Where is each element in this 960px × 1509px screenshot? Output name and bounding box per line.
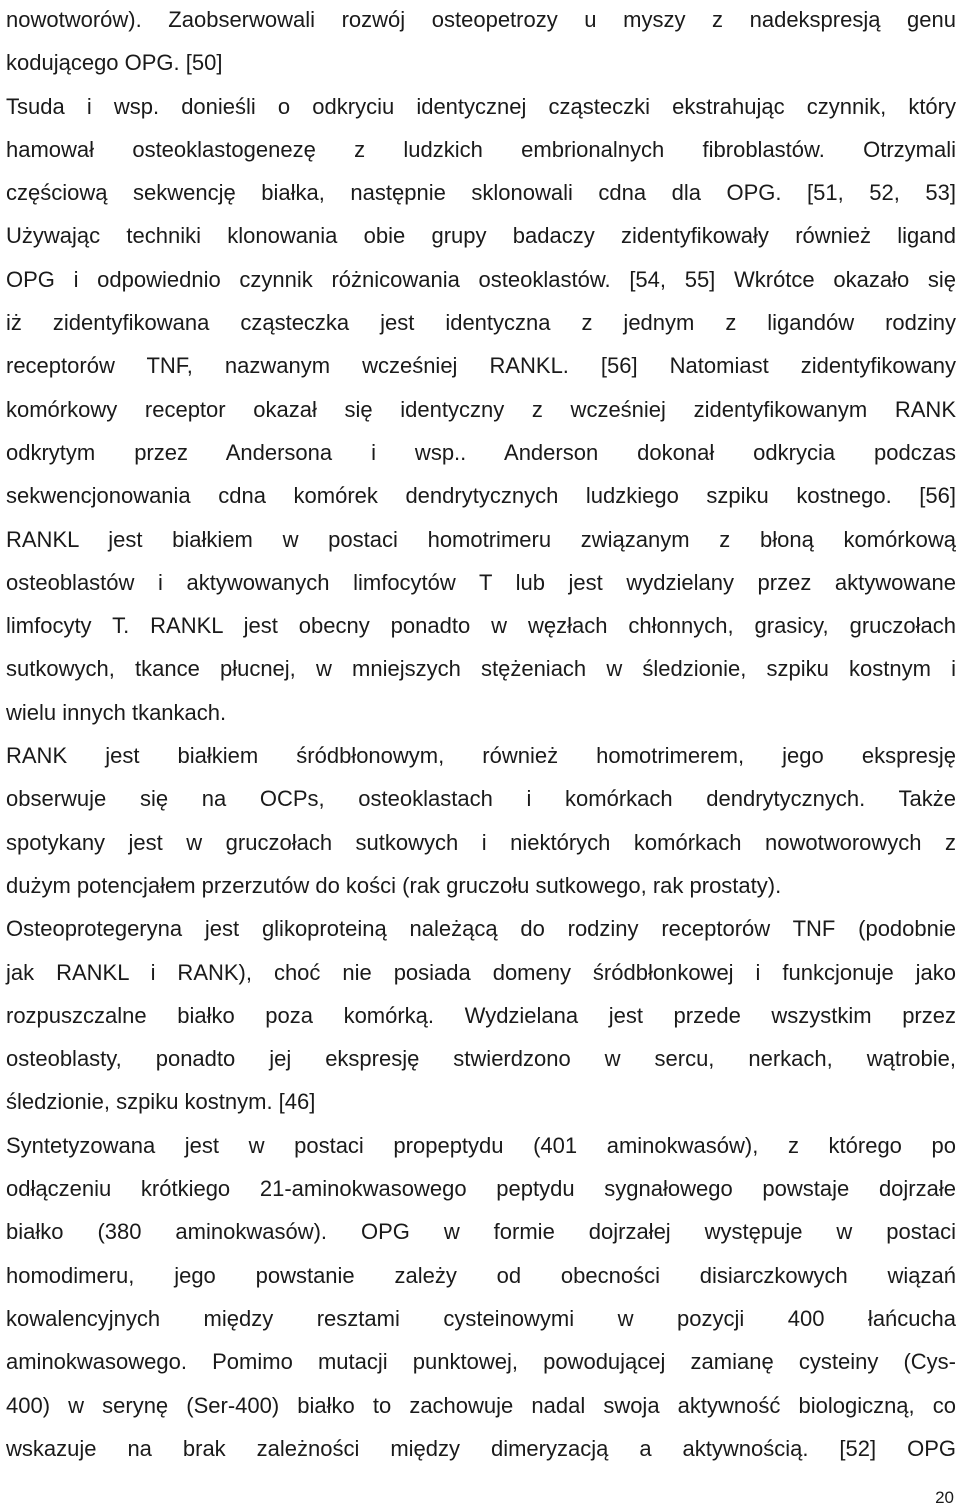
paragraph-4 — [6, 907, 956, 1123]
text-line: kowalencyjnych między resztami cysteinowymi w pozycji 400 łańcucha — [6, 1305, 956, 1331]
text-line: sutkowych, tkance płucnej, w mniejszych stężeniach w śledzionie, szpiku kostnym i — [6, 656, 956, 682]
text-line: osteoblastów i aktywowanych limfocytów T lub jest wydzielany przez aktywowane — [6, 569, 956, 595]
paragraph-5 — [6, 1124, 956, 1470]
page-number: 20 — [935, 1488, 954, 1507]
text-line: rozpuszczalne białko poza komórką. Wydzielana jest przede wszystkim przez — [6, 1002, 956, 1028]
text-line: nowotworów). Zaobserwowali rozwój osteopetrozy u myszy z nadekspresją genu — [6, 7, 956, 32]
paragraph-3 — [6, 734, 956, 907]
text-line: Używając techniki klonowania obie grupy badaczy zidentyfikowały również ligand — [6, 223, 956, 249]
text-line: częściową sekwencję białka, następnie sklonowali cdna dla OPG. [51, 52, 53] — [6, 180, 956, 206]
paragraph-1 — [6, 0, 956, 85]
text-line: wskazuje na brak zależności między dimeryzacją a aktywnością. [52] OPG — [6, 1435, 956, 1461]
text-line: homodimeru, jego powstanie zależy od obecności disiarczkowych wiązań — [6, 1262, 956, 1288]
text-line: kodującego OPG. [50] — [6, 50, 223, 76]
text-line: RANK jest białkiem śródbłonowym, również homotrimerem, jego ekspresję — [6, 743, 956, 769]
text-line: spotykany jest w gruczołach sutkowych i niektórych komórkach nowotworowych z — [6, 829, 956, 855]
text-line: dużym potencjałem przerzutów do kości (rak gruczołu sutkowego, rak prostaty). — [6, 872, 782, 898]
text-line: hamował osteoklastogenezę z ludzkich embrionalnych fibroblastów. Otrzymali — [6, 136, 956, 162]
text-line: śledzionie, szpiku kostnym. [46] — [6, 1089, 316, 1115]
text-line: komórkowy receptor okazał się identyczny z wcześniej zidentyfikowanym RANK — [6, 396, 956, 422]
text-line: sekwencjonowania cdna komórek dendrytycznych ludzkiego szpiku kostnego. [56] — [6, 483, 956, 509]
text-line: aminokwasowego. Pomimo mutacji punktowej, powodującej zamianę cysteiny (Cys- — [6, 1349, 956, 1375]
paragraph-2 — [6, 85, 956, 734]
text-line: wielu innych tkankach. — [6, 699, 227, 725]
text-line: Tsuda i wsp. donieśli o odkryciu identycznej cząsteczki ekstrahując czynnik, który — [6, 93, 956, 119]
text-line: 400) w serynę (Ser-400) białko to zachowuje nadal swoja aktywność biologiczną, co — [6, 1392, 956, 1418]
text-line: białko (380 aminokwasów). OPG w formie dojrzałej występuje w postaci — [6, 1219, 956, 1245]
text-line: odłączeniu krótkiego 21-aminokwasowego peptydu sygnałowego powstaje dojrzałe — [6, 1176, 956, 1202]
text-line: RANKL jest białkiem w postaci homotrimeru związanym z błoną komórkową — [6, 526, 956, 552]
text-line: Osteoprotegeryna jest glikoproteiną należącą do rodziny receptorów TNF (podobnie — [6, 916, 956, 942]
text-line: limfocyty T. RANKL jest obecny ponadto w węzłach chłonnych, grasicy, gruczołach — [6, 613, 956, 639]
text-line: jak RANKL i RANK), choć nie posiada domeny śródbłonkowej i funkcjonuje jako — [6, 959, 956, 985]
document-page — [6, 0, 956, 1470]
text-line: Syntetyzowana jest w postaci propeptydu (401 aminokwasów), z którego po — [6, 1132, 956, 1158]
text-line: osteoblasty, ponadto jej ekspresję stwierdzono w sercu, nerkach, wątrobie, — [6, 1046, 956, 1072]
text-line: receptorów TNF, nazwanym wcześniej RANKL. [56] Natomiast zidentyfikowany — [6, 353, 956, 379]
text-line: odkrytym przez Andersona i wsp.. Anderson dokonał odkrycia podczas — [6, 439, 956, 465]
text-line: iż zidentyfikowana cząsteczka jest identyczna z jednym z ligandów rodziny — [6, 310, 956, 336]
text-line: obserwuje się na OCPs, osteoklastach i komórkach dendrytycznych. Także — [6, 786, 956, 812]
text-line: OPG i odpowiednio czynnik różnicowania osteoklastów. [54, 55] Wkrótce okazało się — [6, 266, 956, 292]
